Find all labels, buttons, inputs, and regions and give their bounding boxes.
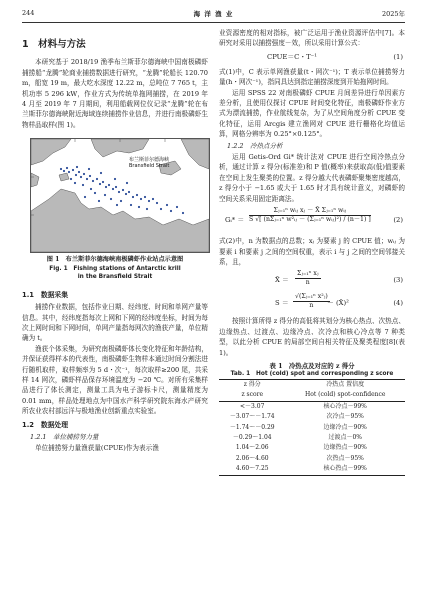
table-1 [219,379,405,476]
journal-name: 海 洋 渔 业 [193,10,234,18]
table-row [219,401,405,412]
equation-3-number: (3) [393,276,403,285]
map-graphic [31,139,209,252]
table-row [219,454,405,464]
equation-4-number: (4) [393,299,403,308]
table-header-cell: 冷热点 置信度 [285,379,405,390]
paragraph-1-1-b: 渔获个体采集，为研究南极磷虾体长变化特征和年龄结构，并保证获得样本的代表性，南极磷虾生物样本通过时间分割法进行随机取样，取样频率为 5 d・次⁻¹，每次取样≥200 尾，共采样 14 网次，磷虾样品保存环境温度为 −20 ℃。对所有采集样品进行了体长测定，测量工具为电子游标卡尺，测量精度为 0.01 mm，样品处理地点为中国水产科学研究院东海水产研究所农业农村部远洋与极地渔业创新重点实验室。 [22,344,208,416]
table-row [219,423,405,433]
table-cell: 4.60～7.25 [219,464,285,475]
equation-3-numerator: Σⱼ₌₁ⁿ xⱼ [297,270,319,278]
equation-2-number: (2) [393,216,403,225]
section-title: 1 材料与方法 [22,39,86,50]
equation-1 [219,52,405,64]
page-header [22,9,405,21]
table-cell: 边缘冷点－90% [323,423,367,431]
table-cell: 1.04～2.06 [235,444,269,452]
table-row [219,464,405,475]
right-column [219,28,405,476]
map-label-en: Bransfield Strait [129,163,170,170]
paragraph-1-2-1-a: 单位捕捞努力量渔获量(CPUE)作为表示渔 [35,444,159,453]
table-cell: 核心冷点－99% [323,402,367,410]
equation-4-numerator: √(Σⱼ₌₁ⁿ x²ⱼ) [295,293,328,301]
intro-paragraph: 本研究基于 2018/19 渔季布兰斯菲尔德海峡中国南极磷虾捕捞船“龙腾”轮商业捕捞数据进行研究，“龙腾”轮船长 120.70 m，船宽 19 m，最大吃水深度 12.22 m，总吨位 7 765 t，主机功率 5 296 kW，作业方式为传统单拖网捕捞，在 2019 年 4 月至 2019 年 7 月期间，利用船载网位仪记录“龙腾”轮在布兰斯菲尔德海峡附近海域连续捕捞作业信息，并进行南极磷虾生物样品取样(图 1)。 [22,58,208,129]
table-cell: <－3.07 [240,402,265,410]
paragraph-right-5: 式(2)中，n 为数据点的总数；xⱼ 为要素 j 的 CPUE 值；wᵢⱼ 为要素 i 和要素 j 之间的空间权重，表示 i 与 j 之间的空间邻接关系，且， [219,237,405,266]
equation-1-number: (1) [393,52,403,61]
table-row [219,412,405,422]
paragraph-right-2: 式(1)中，C 表示单网渔获量(t・网次⁻¹)；T 表示单位捕捞努力量(h・网次⁻¹)，指同具达到指定捕捞深度到开始拖网时间。 [219,67,405,87]
equation-3-denominator: n [305,279,310,287]
study-area-map [30,138,210,253]
table-cell: 次热点－95% [326,454,364,462]
equation-4-fraction [293,293,330,310]
subsubsection-1-2-1-title: 1.2.1 单位捕捞努力量 [30,433,99,442]
table-cell: 次冷点－95% [326,413,364,421]
paragraph-1-1-a: 捕捞作业数据，包括作业日期、经纬度、时间和单网产量等信息。其中，经纬度指每次上网和下网的经纬度坐标，时间为每次上网时间和下网时间，单网产量指每网次的渔获产量，单位精确为 t。 [22,303,208,343]
page-number: 244 [22,9,35,17]
table-cell: 2.06～4.60 [235,454,269,462]
table-header-cell: z score [219,390,285,401]
equation-2-lhs: Gᵢ* ＝ [225,216,245,225]
table-cell: －0.29～1.04 [232,433,272,441]
equation-2-numerator: Σⱼ₌₁ⁿ wᵢⱼ xⱼ － X̄ Σⱼ₌₁ⁿ wᵢⱼ [249,207,371,216]
map-label [129,157,169,169]
table-cell: 过渡点－0% [328,433,362,441]
equation-4-denominator: n [309,302,314,310]
table-1-title-cn: 表 1 冷热点及对应的 z 得分 [269,361,355,370]
equation-3-lhs: X̄ ＝ [275,276,289,285]
year: 2025年 [381,10,405,18]
equation-4-lhs: S ＝ [275,299,289,308]
subsection-1-2-title: 1.2 数据处理 [22,420,69,429]
subsubsection-1-2-2-title: 1.2.2 冷热点分析 [227,141,283,150]
equation-4-tail: － (X̄)² [327,299,349,308]
table-cell: －3.07～－1.74 [229,413,275,421]
equation-2-denominator: S √[ (nΣⱼ₌₁ⁿ w²ᵢⱼ － (Σⱼ₌₁ⁿ wᵢⱼ)²) / (n－1) ] [249,216,371,224]
figure-caption-cn: 图 1 布兰斯菲尔德海峡南极磷虾作业站点示意图 [46,256,184,264]
paragraph-right-3: 运用 SPSS 22 对南极磷虾 CPUE 月间差异进行单因素方差分析，且使用仅探讨 CPUE 时间变化特征，南极磷虾作业方式为漂流捕捞，作业航线复杂，为了从空间角度分析 CPUE 变化特征，运用 Arcgis 建立渔网对 CPUE 进行栅格化均值运算，网格分辨率为 0.25°×0.125°。 [219,88,405,139]
table-cell: －1.74～－0.29 [229,423,275,431]
figure-caption-en-2: in the Bransfield Strait [77,274,153,281]
figure-caption [22,256,208,282]
equation-2 [219,207,405,233]
equation-4 [219,293,405,313]
equation-3 [219,270,405,290]
equation-3-fraction [295,270,321,287]
map-label-cn: 布兰斯菲尔德海峡 [129,157,170,164]
table-row [219,443,405,453]
table-cell: 核心热点－99% [285,464,405,475]
equation-2-fraction [249,207,371,224]
left-column [22,28,208,454]
subsection-1-1-title: 1.1 数据采集 [22,290,69,299]
table-row [219,433,405,443]
equation-1-formula: CPUE＝C・T⁻¹ [267,52,317,61]
paragraph-right-4: 运用 Getis-Ord Gi* 统计法对 CPUE 进行空间冷热点分析，通过计算 z 得分(标准差)和 P 值(概率)来获取高(低)值要素在空间上发生聚类的位置。z 得分越大代表磷虾聚集密度越高，z 得分小于 −1.65 或大于 1.65 时才具有统计意义，对磷虾的空间关系采用固定距离法。 [219,153,405,203]
figure-caption-en-1: Fig. 1 Fishing stations of Antarctic krill [49,265,181,272]
table-1-title-en: Tab. 1 Hot (cold) spot and corresponding z score [230,370,394,377]
table-cell: 边缘热点－90% [323,444,367,452]
table-header-cell: z 得分 [219,379,285,390]
table-header-cell: Hot (cold) spot-confidence [285,390,405,401]
header-rule [22,22,405,23]
paragraph-right-1: 业资源密度的相对指标，被广泛运用于渔业资源评估中[7]。本研究对采用以捕捞强度－效，所以采用计算公式： [219,29,405,48]
paragraph-right-6: 按照计算所得 z 得分的高低将其划分为核心热点、次热点、边缘热点、过渡点、边缘冷点、次冷点和核心冷点等 7 种类型，以此分析 CPUE 的局部空间自相关特征及聚类程度[8](表 1)。 [219,317,405,357]
table-1-title [219,362,405,378]
